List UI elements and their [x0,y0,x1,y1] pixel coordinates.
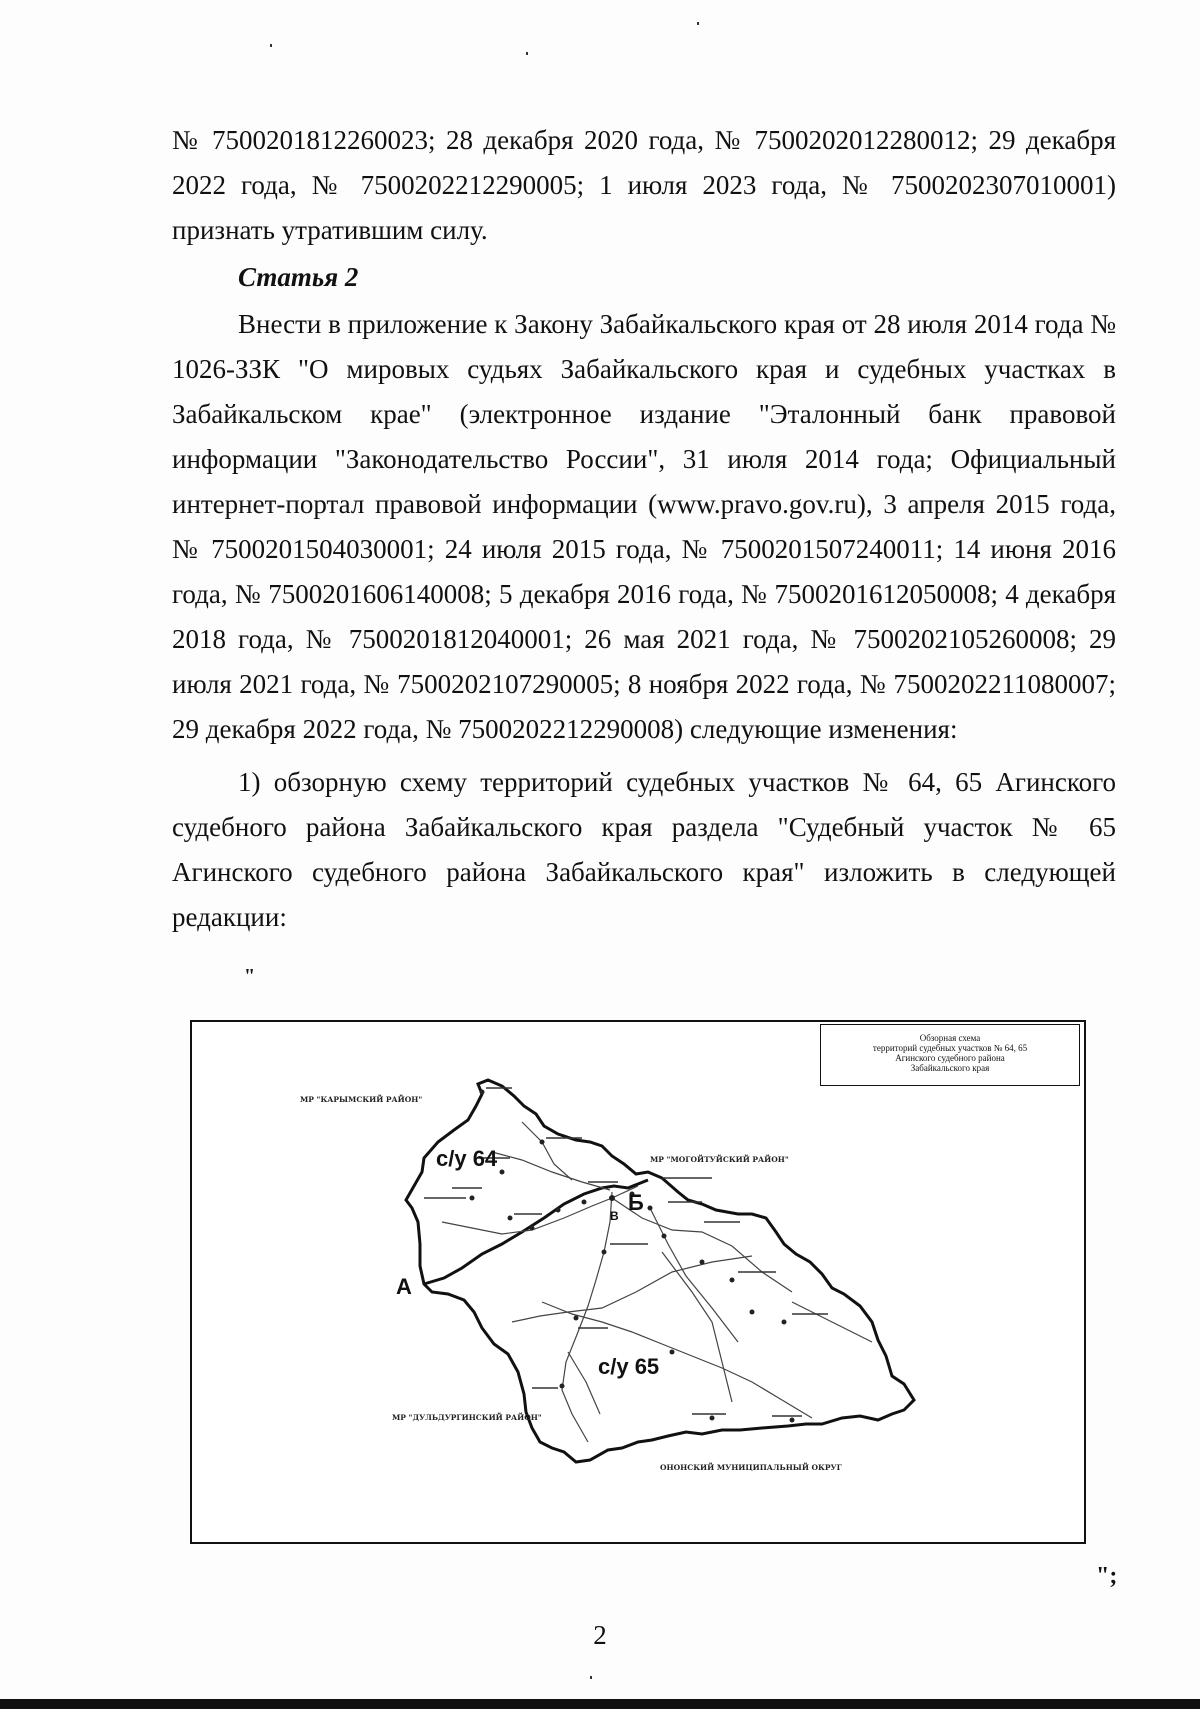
settlement-dot [602,1250,607,1255]
scan-bottom-edge [0,1699,1200,1709]
settlement-dot [574,1316,579,1321]
scan-speck [270,44,272,47]
paragraph-item-1: 1) обзорную схему территорий судебных участков № 64, 65 Агинского судебного района Забайкальского края раздела "Судебный участок № 65 Агинского судебного района Забайкальского края" изложить в следующей редакции: [172,767,1116,932]
page-number: 2 [593,1620,607,1650]
district-label-ononsky: ОНОНСКИЙ МУНИЦИПАЛЬНЫЙ ОКРУГ [660,1463,842,1472]
map-legend [820,1024,1080,1086]
legend-line: территорий судебных участков № 64, 65 [872,1043,1028,1053]
point-b-label: Б [628,1190,644,1215]
overview-map [190,1020,1086,1544]
plot-65-label: с/у 65 [598,1354,660,1379]
road [650,1208,738,1342]
settlement-dot [508,1216,513,1221]
settlement-dot [500,1170,505,1175]
road [662,1252,732,1402]
settlement-dot [670,1350,675,1355]
settlement-dot [648,1206,653,1211]
settlement-dot [710,1416,715,1421]
road-network [442,1122,872,1442]
road [512,1256,752,1322]
scan-speck [590,1676,592,1679]
settlement-dot [730,1278,735,1283]
main-text [172,118,1116,940]
map-drawing [192,1022,1084,1542]
district-label-karymsky: МР "КАРЫМСКИЙ РАЙОН" [300,1095,423,1104]
legend-line: Обзорная схема [919,1033,981,1043]
settlement-dot [530,1226,535,1231]
paragraph-article-body: Внести в приложение к Закону Забайкальского края от 28 июля 2014 года № 1026-ЗЗК "О мировых судьях Забайкальского края и судебных участках в Забайкальском крае" (электронное издание "Эталонный банк правовой информации "Законодательство России", 31 июля 2014 года; Официальный интернет-портал правовой информации (www.pravo.gov.ru), 3 апреля 2015 года, № 7500201504030001; 24 июля 2015 года, № 7500201507240011; 14 июня 2016 года, № 7500201606140008; 5 декабря 2016 года, № 7500201612050008; 4 декабря 2018 года, № 7500201812040001; 26 мая 2021 года, № 7500202105260008; 29 июля 2021 года, № 7500202107290005; 8 ноября 2022 года, № 7500202211080007; 29 декабря 2022 года, № 7500202212290008) следующие изменения: [172,309,1116,744]
territory-outline [406,1080,914,1462]
settlement-dot [540,1140,545,1145]
settlement-dot [790,1418,795,1423]
article-heading: Статья 2 [238,262,359,292]
settlement-dot [480,1090,485,1095]
road [568,1352,600,1414]
scan-speck [697,22,699,25]
settlement-dot [782,1320,787,1325]
point-v-label: В [610,1209,619,1223]
legend-line: Забайкальского края [910,1063,990,1073]
settlement-dot [560,1384,565,1389]
settlement-dot [700,1260,705,1265]
settlement-dot [582,1200,587,1205]
settlement-dot [470,1196,475,1201]
settlement-dot [609,1195,615,1201]
point-a-label: А [396,1274,412,1299]
district-label-duldurginsky: МР "ДУЛЬДУРГИНСКИЙ РАЙОН" [392,1413,542,1422]
paragraph-continuation: № 7500201812260023; 28 декабря 2020 года, № 7500202012280012; 29 декабря 2022 года, № 7500202212290005; 1 июля 2023 года, № 7500202307010001) признать утратившим силу. [172,125,1116,245]
legend-line: Агинского судебного района [895,1053,1005,1063]
close-quote-mark: "; [1096,1563,1118,1589]
plot-boundary [424,1180,648,1284]
road [562,1192,612,1442]
road [522,1122,572,1180]
plot-64-label: с/у 64 [436,1146,498,1171]
settlement-dot [662,1234,667,1239]
settlement-dot [750,1310,755,1315]
district-label-mogoytuysky: МР "МОГОЙТУЙСКИЙ РАЙОН" [650,1155,789,1164]
scan-speck [526,52,528,55]
settlement-dot [556,1208,561,1213]
open-quote-mark: " [244,965,256,987]
